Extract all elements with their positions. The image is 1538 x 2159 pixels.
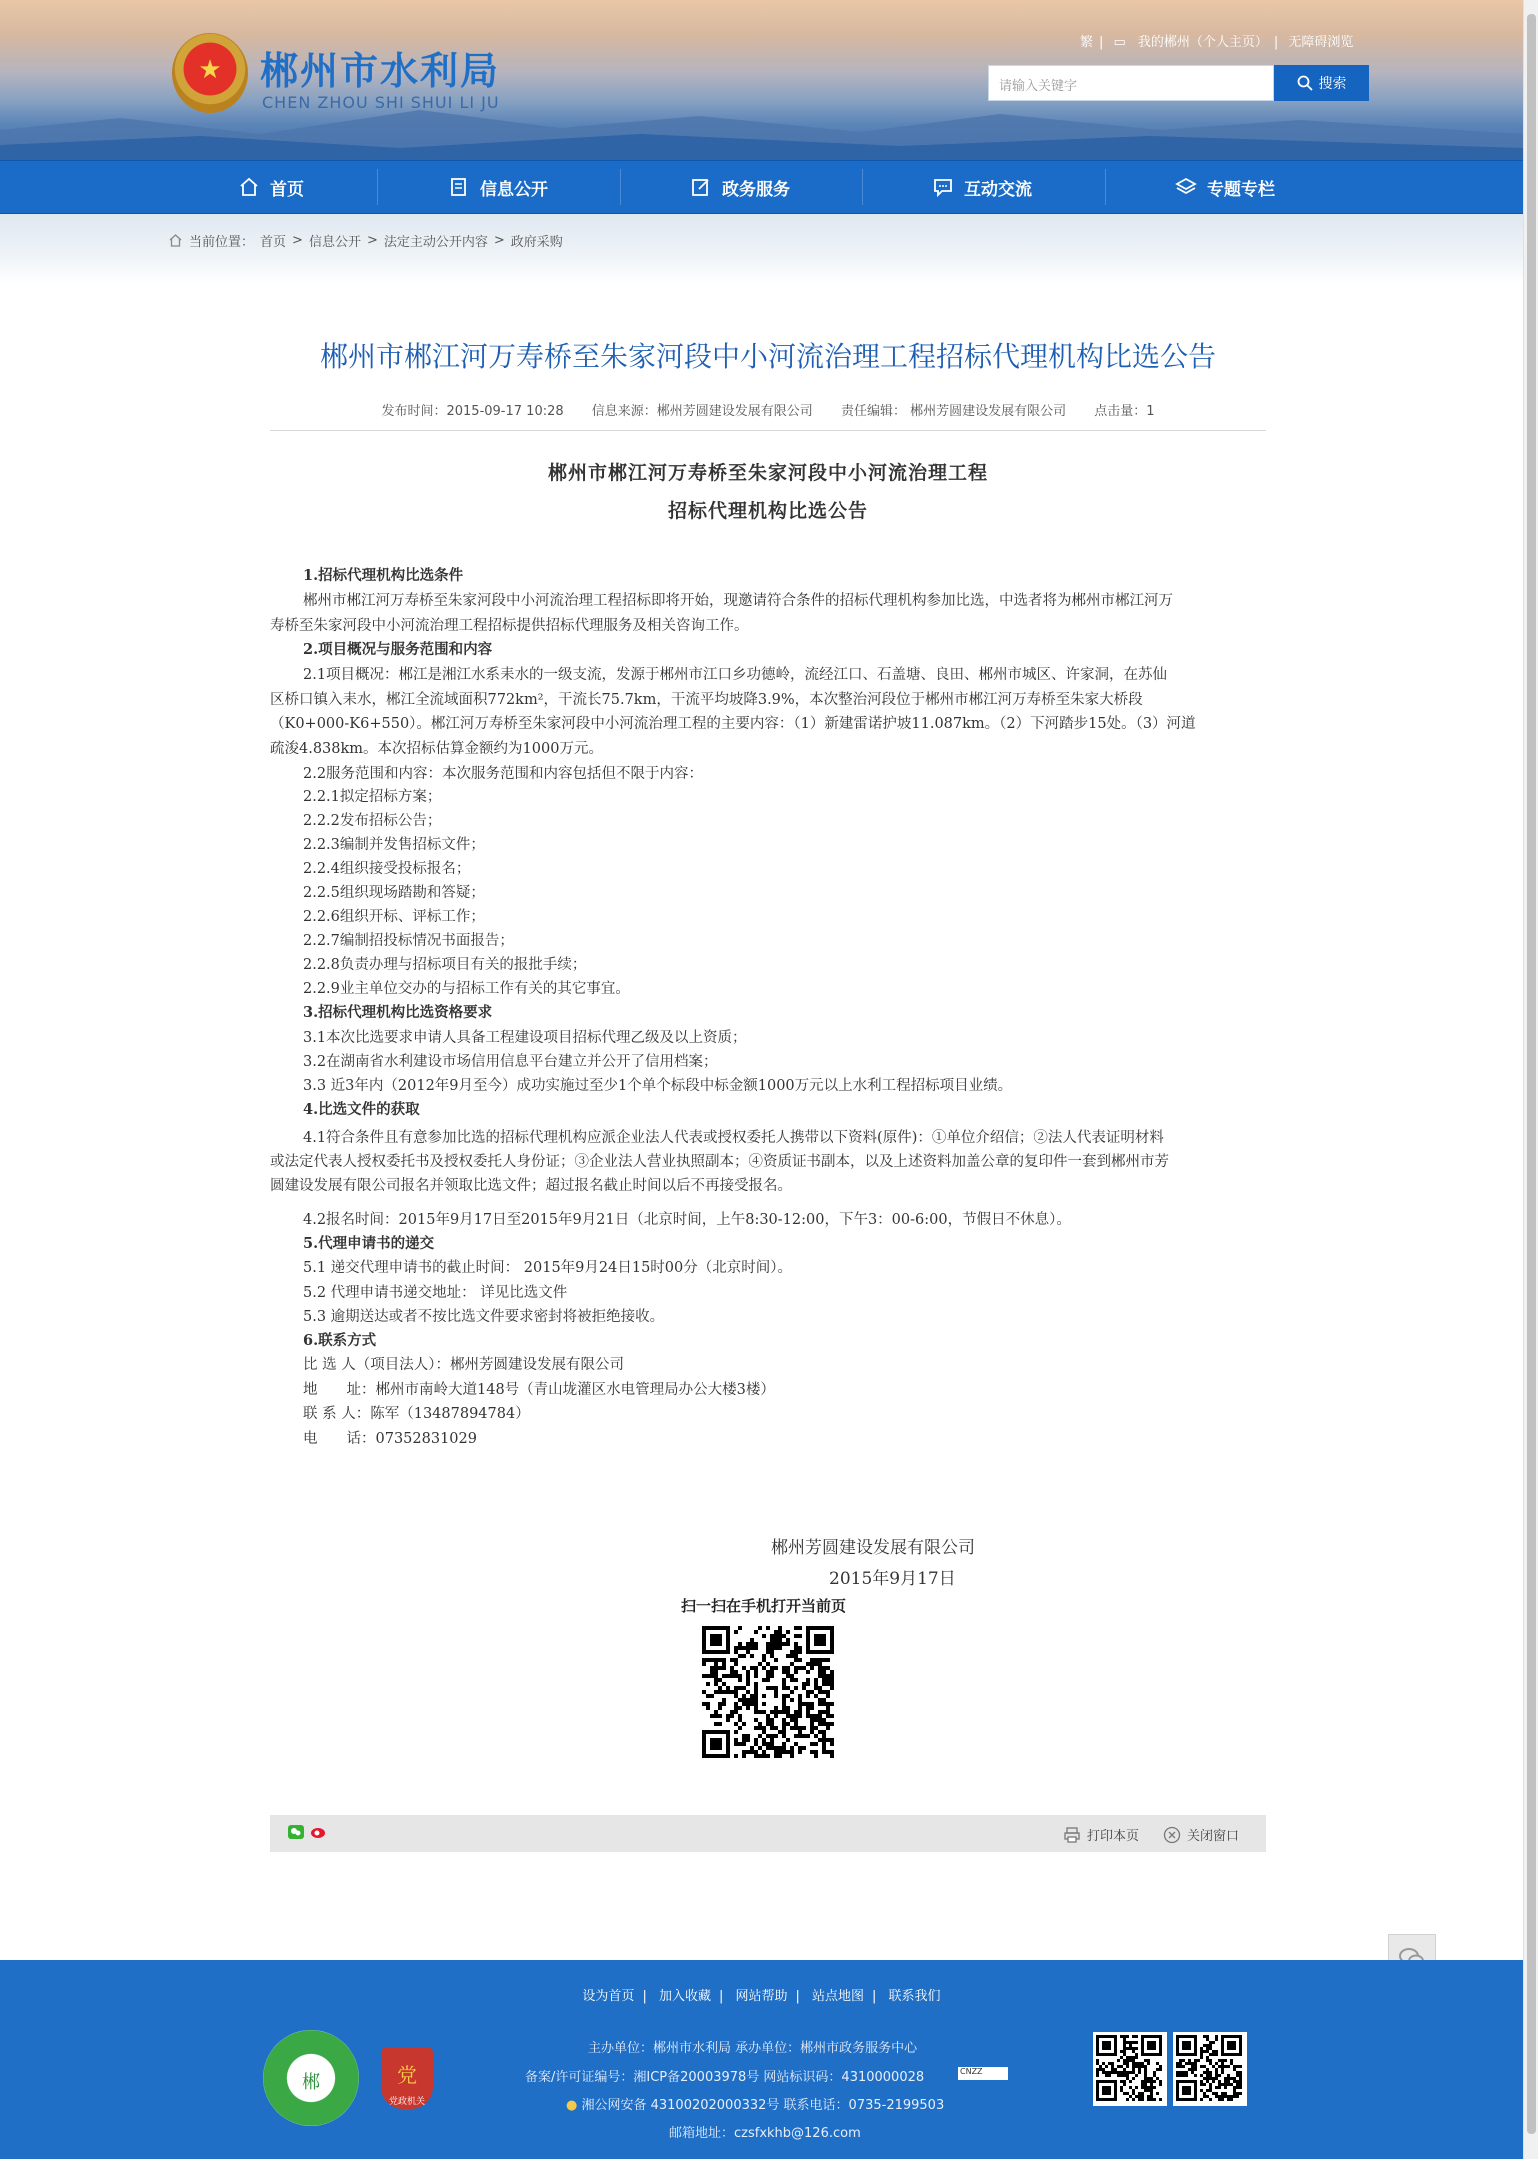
section-heading: 3.招标代理机构比选资格要求 — [303, 1004, 493, 1021]
nav-item-interaction[interactable]: 互动交流 — [932, 161, 1032, 213]
footer-qr-code-2 — [1173, 2032, 1247, 2106]
footer-links: 设为首页 | 加入收藏 | 网站帮助 | 站点地图 | 联系我们 — [582, 1989, 941, 2004]
body-text-line: 3.2在湖南省水利建设市场信用信息平台建立并公开了信用档案； — [303, 1054, 718, 1070]
info-source: 信息来源：郴州芳圆建设发展有限公司 — [591, 404, 813, 419]
publish-time: 发布时间：2015-09-17 10:28 — [381, 404, 564, 419]
body-text-line: 2.2.4组织接受投标报名； — [303, 861, 471, 877]
body-text-line: 地 址：郴州市南岭大道148号（青山垅灌区水电管理局办公大楼3楼） — [303, 1382, 775, 1398]
breadcrumb: 当前位置： 首页 > 信息公开 > 法定主动公开内容 > 政府采购 — [168, 231, 563, 250]
body-text-line: 4.1符合条件且有意参加比选的招标代理机构应派企业法人代表或授权委托人携带以下资料(原件)：①单位介绍信；②法人代表证明材料 — [303, 1130, 1164, 1146]
body-text-line: 4.2报名时间：2015年9月17日至2015年9月21日（北京时间，上午8:30-12:00，下午3：00-6:00，节假日不休息）。 — [303, 1212, 1071, 1228]
body-text-line: 5.2 代理申请书递交地址： 详见比选文件 — [303, 1285, 568, 1301]
body-text-line: 寿桥至朱家河段中小河流治理工程招标提供招标代理服务及相关咨询工作。 — [270, 618, 749, 634]
divider — [270, 430, 1266, 431]
breadcrumb-home[interactable]: 首页 — [260, 235, 287, 250]
article-meta — [270, 400, 1266, 419]
body-text-line: 圆建设发展有限公司报名并领取比选文件；超过报名截止时间以后不再接受报名。 — [270, 1178, 792, 1194]
scrollbar-thumb[interactable] — [1527, 14, 1536, 2134]
accessibility-link[interactable]: 无障碍浏览 — [1288, 35, 1354, 50]
site-title[interactable]: 郴州市水利局 — [260, 49, 501, 93]
body-text-line: 3.1本次比选要求申请人具备工程建设项目招标代理乙级及以上资质； — [303, 1030, 747, 1046]
civilization-badge-logo[interactable]: 郴 — [263, 2030, 359, 2126]
signer-date: 2015年9月17日 — [829, 1569, 956, 1589]
layers-icon — [1175, 176, 1197, 198]
body-text-line: 疏浚4.838km。本次招标估算金额约为1000万元。 — [270, 741, 603, 757]
document-icon — [448, 176, 470, 198]
body-text-line: 3.3 近3年内（2012年9月至今）成功实施过至少1个单个标段中标金额1000万元以上水利工程招标项目业绩。 — [303, 1078, 1013, 1094]
document-heading-line2: 招标代理机构比选公告 — [667, 500, 868, 522]
footer-link-contact[interactable]: 联系我们 — [888, 1989, 941, 2004]
close-icon — [1163, 1826, 1181, 1844]
footer-link-set-home[interactable]: 设为首页 — [582, 1989, 635, 2004]
search-input[interactable]: 请输入关键字 — [988, 65, 1274, 101]
home-icon — [238, 176, 260, 198]
cnzz-badge[interactable]: CNZZ — [958, 2067, 1008, 2080]
home-icon — [168, 233, 183, 248]
nav-item-info-public[interactable]: 信息公开 — [448, 161, 548, 213]
search-icon — [1297, 75, 1313, 91]
search-button[interactable]: 搜索 — [1274, 65, 1369, 101]
section-heading: 5.代理申请书的递交 — [303, 1235, 435, 1252]
printer-icon — [1063, 1826, 1081, 1844]
body-text-line: 2.2.5组织现场踏勘和答疑； — [303, 885, 485, 901]
breadcrumb-statutory[interactable]: 法定主动公开内容 — [383, 235, 488, 250]
party-gov-badge-logo[interactable]: 党 党政机关 — [381, 2047, 433, 2109]
signer-company: 郴州芳圆建设发展有限公司 — [771, 1538, 975, 1558]
body-text-line: 5.3 逾期送达或者不按比选文件要求密封将被拒绝接收。 — [303, 1309, 665, 1325]
print-button[interactable]: 打印本页 — [1063, 1825, 1139, 1844]
footer-host-info: 主办单位：郴州市水利局 承办单位：郴州市政务服务中心 — [588, 2041, 918, 2056]
body-text-line: 2.1项目概况：郴江是湘江水系耒水的一级支流，发源于郴州市江口乡功德岭，流经江口、石盖塘、良田、郴州市城区、许家洞，在苏仙 — [303, 667, 1168, 683]
body-text-line: 5.1 递交代理申请书的截止时间： 2015年9月24日15时00分（北京时间）。 — [303, 1260, 793, 1276]
nav-item-gov-service[interactable]: 政务服务 — [690, 161, 790, 213]
weibo-icon[interactable] — [310, 1825, 326, 1839]
footer-police-info: ● 湘公网安备 43100202000332号 联系电话：0735-2199503 — [566, 2098, 945, 2113]
traditional-chinese-link[interactable]: 繁 — [1080, 35, 1094, 50]
breadcrumb-procurement[interactable]: 政府采购 — [510, 235, 563, 250]
body-text-line: 电 话：07352831029 — [303, 1431, 477, 1447]
click-count: 点击量：1 — [1094, 404, 1155, 419]
body-text-line: 2.2.1拟定招标方案； — [303, 789, 442, 805]
article-title: 郴州市郴江河万寿桥至朱家河段中小河流治理工程招标代理机构比选公告 — [319, 340, 1216, 373]
body-text-line: （K0+000-K6+550）。郴江河万寿桥至朱家河段中小河流治理工程的主要内容：（1）新建雷诺护坡11.087km。（2）下河踏步15处。（3）河道 — [270, 716, 1196, 732]
scrollbar[interactable] — [1523, 0, 1538, 2159]
share-bar — [270, 1815, 1266, 1852]
personal-page-link[interactable]: 我的郴州（个人主页） — [1137, 35, 1268, 50]
body-text-line: 区桥口镇入耒水，郴江全流域面积772km²，干流长75.7km，干流平均坡降3.9%，本次整治河段位于郴州市郴江河万寿桥至朱家大桥段 — [270, 692, 1143, 708]
body-text-line: 2.2.2发布招标公告； — [303, 813, 442, 829]
document-heading-line1: 郴州市郴江河万寿桥至朱家河段中小河流治理工程 — [547, 462, 988, 484]
monitor-icon: ▭ — [1113, 35, 1126, 50]
chat-icon — [932, 176, 954, 198]
nav-divider — [377, 169, 378, 205]
section-heading: 2.项目概况与服务范围和内容 — [303, 641, 493, 658]
top-links: 繁 | ▭ 我的郴州（个人主页） | 无障碍浏览 — [1080, 35, 1354, 50]
nav-divider — [1105, 169, 1106, 205]
body-text-line: 联 系 人：陈军（13487894784） — [303, 1406, 530, 1422]
body-text-line: 比 选 人（项目法人）：郴州芳圆建设发展有限公司 — [303, 1357, 624, 1373]
police-badge-icon: ● — [566, 2098, 578, 2113]
footer-link-favorite[interactable]: 加入收藏 — [658, 1989, 711, 2004]
footer-icp-info[interactable]: 备案/许可证编号：湘ICP备20003978号 网站标识码：4310000028 — [525, 2070, 925, 2085]
responsible-editor: 责任编辑： 郴州芳圆建设发展有限公司 — [840, 404, 1067, 419]
footer-email: 邮箱地址：czsfxkhb@126.com — [669, 2126, 861, 2141]
footer-link-help[interactable]: 网站帮助 — [735, 1989, 788, 2004]
page-qr-code — [702, 1626, 836, 1760]
footer-qr-code-1 — [1093, 2032, 1167, 2106]
nav-divider — [862, 169, 863, 205]
body-text-line: 2.2.9业主单位交办的与招标工作有关的其它事宜。 — [303, 981, 630, 997]
section-heading: 6.联系方式 — [303, 1332, 377, 1349]
section-heading: 4.比选文件的获取 — [303, 1101, 420, 1118]
body-text-line: 或法定代表人授权委托书及授权委托人身份证；③企业法人营业执照副本；④资质证书副本，以及上述资料加盖公章的复印件一套到郴州市芳 — [270, 1154, 1169, 1170]
body-text-line: 郴州市郴江河万寿桥至朱家河段中小河流治理工程招标即将开始，现邀请符合条件的招标代理机构参加比选，中选者将为郴州市郴江河万 — [303, 593, 1173, 609]
body-text-line: 2.2.7编制招投标情况书面报告； — [303, 933, 514, 949]
qr-caption: 扫一扫在手机打开当前页 — [681, 1597, 847, 1615]
header-banner — [0, 0, 1523, 160]
edit-icon — [690, 176, 712, 198]
wechat-icon[interactable] — [288, 1825, 304, 1839]
body-text-line: 2.2服务范围和内容：本次服务范围和内容包括但不限于内容： — [303, 766, 704, 782]
section-heading: 1.招标代理机构比选条件 — [303, 567, 464, 584]
nav-item-home[interactable]: 首页 — [238, 161, 304, 213]
nav-divider — [620, 169, 621, 205]
body-text-line: 2.2.3编制并发售招标文件； — [303, 837, 485, 853]
footer-link-sitemap[interactable]: 站点地图 — [812, 1989, 865, 2004]
nav-item-special[interactable]: 专题专栏 — [1175, 161, 1275, 213]
national-emblem-logo: ★ — [172, 33, 248, 113]
close-window-button[interactable]: 关闭窗口 — [1163, 1825, 1239, 1844]
breadcrumb-info-public[interactable]: 信息公开 — [308, 235, 361, 250]
main-nav — [0, 160, 1523, 214]
body-text-line: 2.2.6组织开标、评标工作； — [303, 909, 485, 925]
site-subtitle: CHEN ZHOU SHI SHUI LI JU — [262, 93, 500, 112]
body-text-line: 2.2.8负责办理与招标项目有关的报批手续； — [303, 957, 587, 973]
